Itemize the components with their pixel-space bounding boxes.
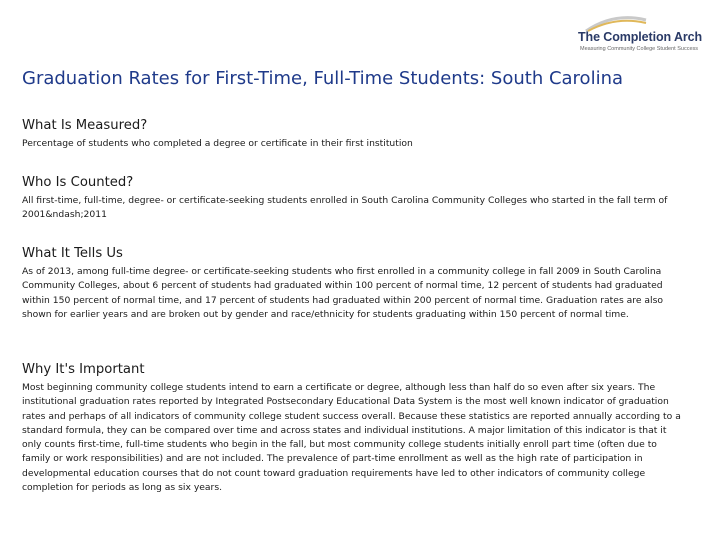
section-what-it-tells-us [22,246,682,322]
logo-title: The Completion Arch [578,30,703,44]
section-why-its-important [22,362,682,495]
completion-arch-logo [574,14,710,54]
section-heading: What It Tells Us [22,246,123,261]
section-what-is-measured [22,118,682,151]
section-heading: Why It's Important [22,362,145,377]
section-body: All first-time, full-time, degree- or certificate-seeking students enrolled in South Carolina Community Colleges who started in the fall term of 2001&ndash;2011 [22,195,668,221]
section-who-is-counted [22,175,682,223]
section-heading: What Is Measured? [22,118,148,133]
section-body: As of 2013, among full-time degree- or certificate-seeking students who first enrolled in a community college in fall 2009 in South Carolina Community Colleges, about 6 percent of students had graduated within 100 percent of normal time, 12 percent of students had graduated within 150 percent of normal time, and 17 percent of students had graduated within 200 percent of normal time. Graduation rates are also shown for earlier years and are broken out by gender and race/ethnicity for students graduating within 150 percent of normal time. [22,266,664,320]
section-body: Most beginning community college students intend to earn a certificate or degree, although less than half do so even after six years. The institutional graduation rates reported by Integrated Postsecondary Educational Data System is the most well known indicator of graduation rates and perhaps of all indicators of community college student success overall. Because these statistics are reported annually according to a standard formula, they can be compared over time and across states and individual institutions. A major limitation of this indicator is that it only counts first-time, full-time students who begin in the fall, but most community college students initially enroll part time (often due to family or work responsibilities) and are not included. The prevalence of part-time enrollment as well as the high rate of participation in developmental education courses that do not count toward graduation requirements have led to other indicators of community college completion for periods as long as six years. [22,382,681,494]
section-body: Percentage of students who completed a degree or certificate in their first institution [22,138,413,149]
section-heading: Who Is Counted? [22,175,134,190]
logo-tagline: Measuring Community College Student Success [580,46,699,52]
page-title: Graduation Rates for First-Time, Full-Time Students: South Carolina [22,68,624,89]
